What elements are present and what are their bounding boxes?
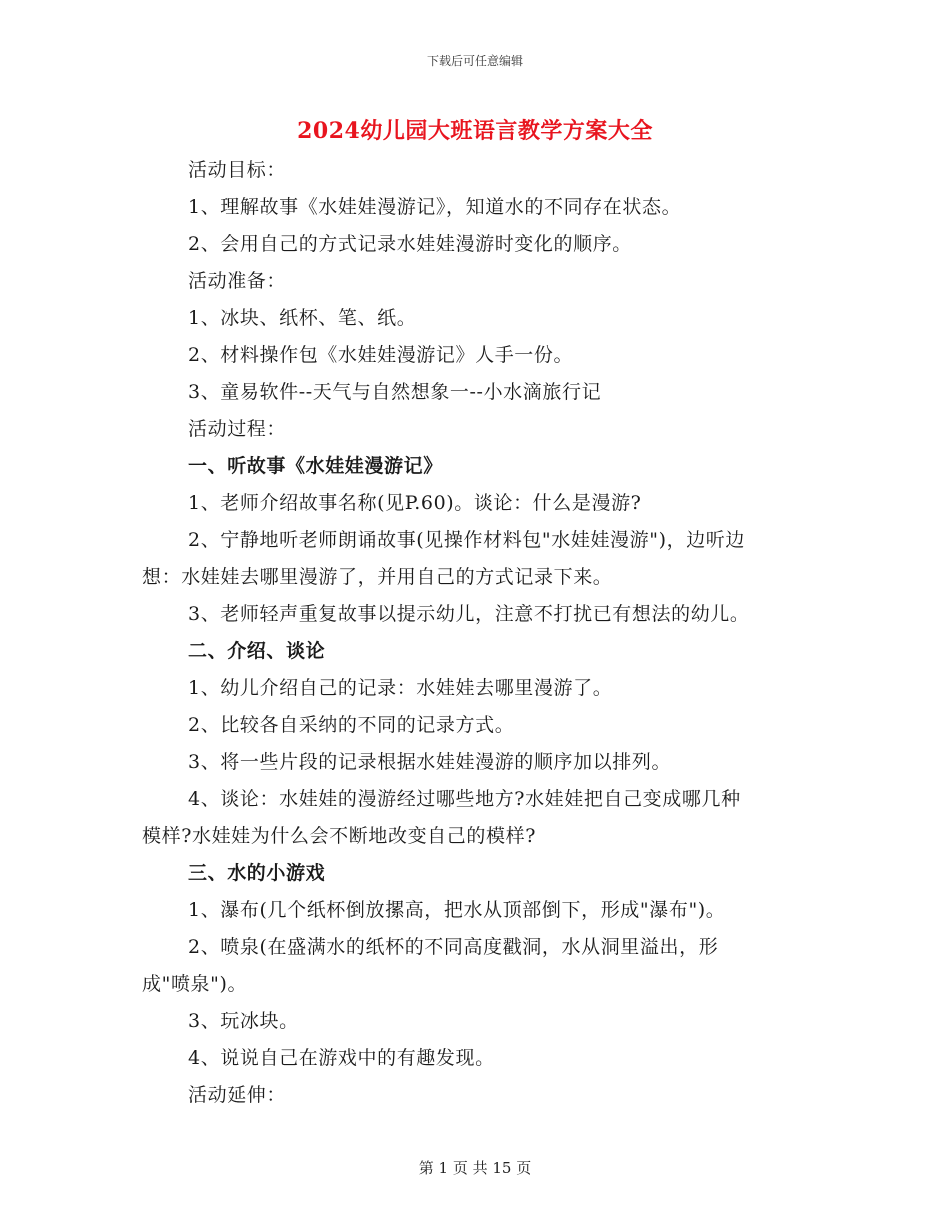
- paragraph-line: 3、将一些片段的记录根据水娃娃漫游的顺序加以排列。: [188, 751, 672, 773]
- paragraph-line: 1、瀑布(几个纸杯倒放摞高，把水从顶部倒下，形成"瀑布")。: [188, 899, 726, 921]
- paragraph-line: 2、宁静地听老师朗诵故事(见操作材料包"水娃娃漫游")，边听边: [188, 529, 745, 551]
- paragraph-line: 2、材料操作包《水娃娃漫游记》人手一份。: [188, 344, 574, 366]
- paragraph-line: 1、冰块、纸杯、笔、纸。: [188, 307, 417, 329]
- paragraph-line: 4、说说自己在游戏中的有趣发现。: [188, 1047, 495, 1069]
- section-heading: 一、听故事《水娃娃漫游记》: [188, 455, 443, 477]
- paragraph-line: 3、童易软件--天气与自然想象一--小水滴旅行记: [188, 381, 602, 403]
- document-title: 2024幼儿园大班语言教学方案大全: [297, 118, 653, 144]
- page-header-note: 下载后可任意编辑: [426, 54, 523, 68]
- paragraph-line: 2、喷泉(在盛满水的纸杯的不同高度戳洞，水从洞里溢出，形: [188, 936, 719, 958]
- paragraph-line: 成"喷泉")。: [142, 973, 248, 995]
- paragraph-line: 3、玩冰块。: [188, 1010, 299, 1032]
- paragraph-line: 3、老师轻声重复故事以提示幼儿，注意不打扰已有想法的幼儿。: [188, 603, 750, 625]
- paragraph-line: 4、谈论：水娃娃的漫游经过哪些地方?水娃娃把自己变成哪几种: [188, 788, 741, 810]
- section-heading: 二、介绍、谈论: [188, 640, 326, 662]
- paragraph-line: 活动过程：: [188, 418, 287, 440]
- paragraph-line: 活动目标：: [188, 159, 287, 181]
- paragraph-line: 2、会用自己的方式记录水娃娃漫游时变化的顺序。: [188, 233, 632, 255]
- paragraph-line: 活动准备：: [188, 270, 287, 292]
- paragraph-line: 1、理解故事《水娃娃漫游记》，知道水的不同存在状态。: [188, 196, 682, 218]
- paragraph-line: 1、老师介绍故事名称(见P.60)。谈论：什么是漫游?: [188, 492, 642, 514]
- document-body: [142, 152, 812, 1114]
- paragraph-line: 模样?水娃娃为什么会不断地改变自己的模样?: [142, 825, 536, 847]
- paragraph-line: 活动延伸：: [188, 1084, 287, 1106]
- paragraph-line: 2、比较各自采纳的不同的记录方式。: [188, 714, 515, 736]
- paragraph-line: 想：水娃娃去哪里漫游了，并用自己的方式记录下来。: [142, 566, 613, 588]
- section-heading: 三、水的小游戏: [188, 862, 326, 884]
- paragraph-line: 1、幼儿介绍自己的记录：水娃娃去哪里漫游了。: [188, 677, 613, 699]
- page-footer: 第 1 页 共 15 页: [418, 1159, 532, 1177]
